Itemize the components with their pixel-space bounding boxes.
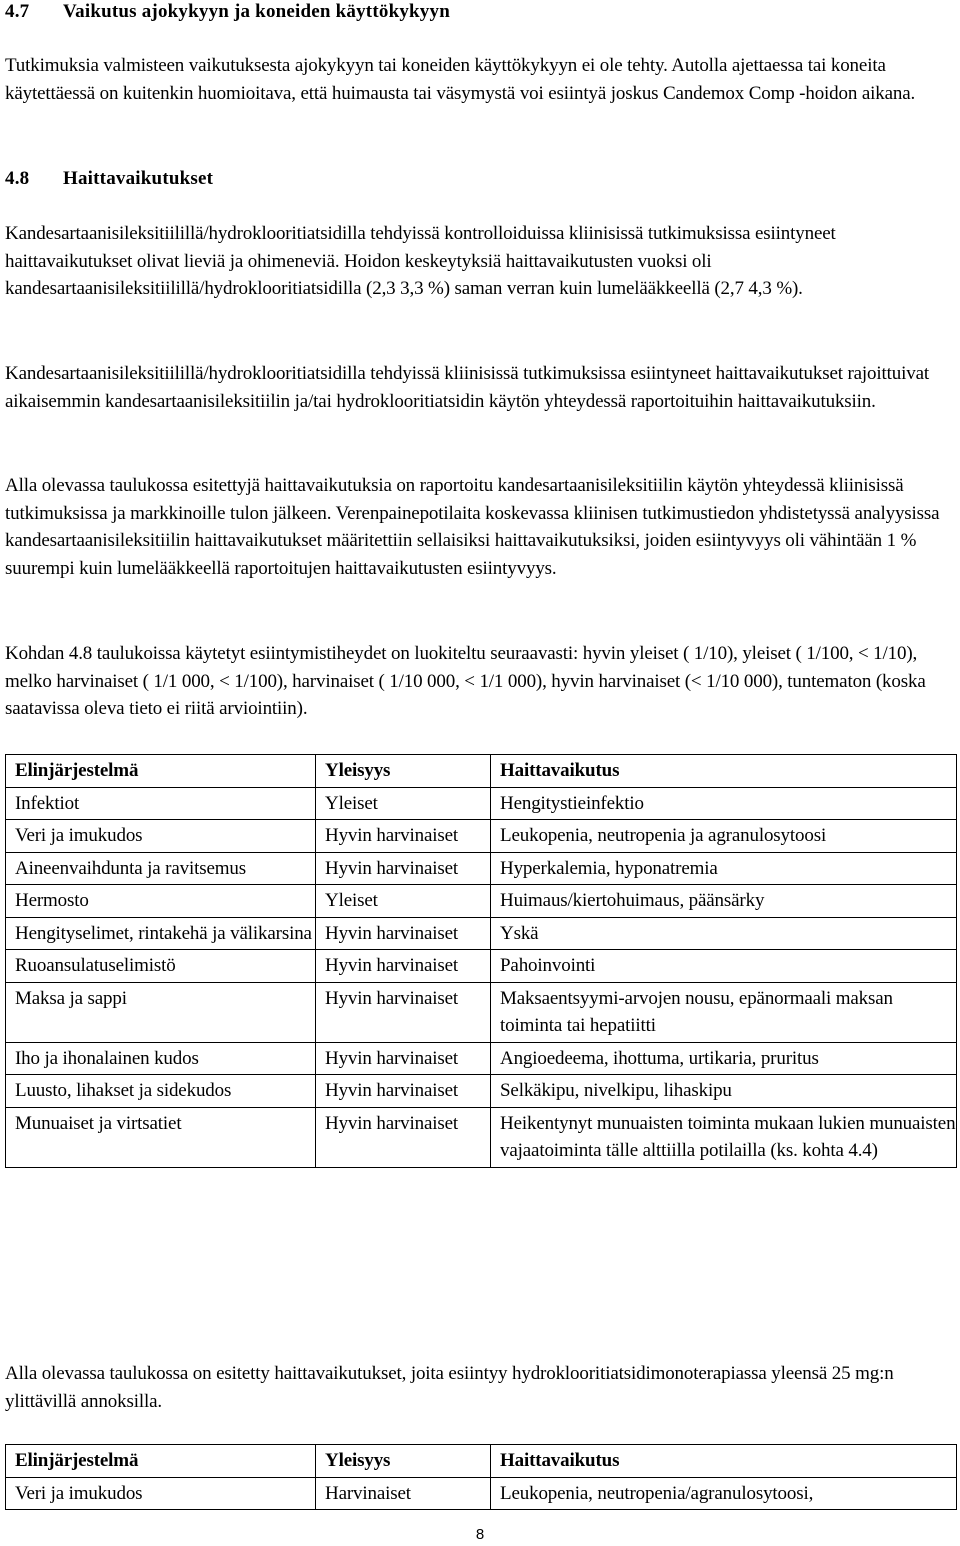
section-number: 4.7 (5, 1, 30, 22)
header-cell: Haittavaikutus (491, 1445, 957, 1478)
frequency-cell: Yleiset (316, 787, 491, 820)
section-4-7-heading (5, 0, 450, 24)
table-row (6, 950, 957, 983)
organ-cell: Hermosto (6, 885, 316, 918)
effect-cell: Leukopenia, neutropenia/agranulosytoosi, (491, 1477, 957, 1510)
effect-cell: Huimaus/kiertohuimaus, päänsärky (491, 885, 957, 918)
organ-cell: Aineenvaihdunta ja ravitsemus (6, 852, 316, 885)
section-title: Haittavaikutukset (63, 168, 214, 189)
adverse-effects-table (5, 754, 957, 1168)
organ-cell: Maksa ja sappi (6, 982, 316, 1042)
effect-cell: Leukopenia, neutropenia ja agranulosytoosi (491, 820, 957, 853)
page-number: 8 (475, 1526, 485, 1543)
header-cell: Haittavaikutus (491, 755, 957, 788)
table-row (6, 787, 957, 820)
hydrochlorothiazide-table (5, 1444, 957, 1510)
organ-cell: Iho ja ihonalainen kudos (6, 1042, 316, 1075)
organ-cell: Veri ja imukudos (6, 820, 316, 853)
effect-cell: Maksaentsyymi-arvojen nousu, epänormaali maksan toiminta tai hepatiitti (491, 982, 957, 1042)
section-number: 4.8 (5, 168, 30, 189)
header-cell: Yleisyys (316, 755, 491, 788)
table-row (6, 1107, 957, 1167)
frequency-cell: Hyvin harvinaiset (316, 917, 491, 950)
frequency-paragraph: Kohdan 4.8 taulukoissa käytetyt esiintymistiheydet on luokiteltu seuraavasti: hyvin yleiset ( 1/10), yleiset ( 1/100, < 1/10), melko harvinaiset ( 1/1 000, < 1/100), harvinaiset ( 1/10 000, < 1/1 000), hyvin harvinaiset (< 1/10 000), tuntematon (koska saatavissa oleva tieto ei riitä arviointiin). (5, 643, 926, 719)
driving-paragraph: Tutkimuksia valmisteen vaikutuksesta ajokykyyn tai koneiden käyttökykyyn ei ole tehty. Autolla ajettaessa tai koneita käytettäessä on kuitenkin huomioitava, että huimausta tai väsymystä voi esiintyä joskus Candemox Comp -hoidon aikana. (5, 55, 916, 104)
adverse-paragraph-1: Kandesartaanisileksitiilillä/hydroklooritiatsidilla tehdyissä kontrolloiduissa kliinisissä tutkimuksissa esiintyneet haittavaikutukset olivat lieviä ja ohimeneviä. Hoidon keskeytyksiä haittavaikutusten vuoksi oli kandesartaanisileksitiilillä/hydroklooritiatsidilla (2,3 3,3 %) saman verran kuin lumelääkkeellä (2,7 4,3 %). (5, 223, 836, 299)
organ-cell: Ruoansulatuselimistö (6, 950, 316, 983)
organ-cell: Veri ja imukudos (6, 1477, 316, 1510)
section-4-8-heading (5, 167, 213, 191)
effect-cell: Selkäkipu, nivelkipu, lihaskipu (491, 1075, 957, 1108)
frequency-cell: Hyvin harvinaiset (316, 1075, 491, 1108)
organ-cell: Munuaiset ja virtsatiet (6, 1107, 316, 1167)
table-row (6, 917, 957, 950)
table-row (6, 885, 957, 918)
organ-cell: Hengityselimet, rintakehä ja välikarsina (6, 917, 316, 950)
organ-cell: Luusto, lihakset ja sidekudos (6, 1075, 316, 1108)
frequency-cell: Harvinaiset (316, 1477, 491, 1510)
table-row (6, 820, 957, 853)
table-row (6, 1042, 957, 1075)
table-row (6, 982, 957, 1042)
frequency-cell: Hyvin harvinaiset (316, 820, 491, 853)
effect-cell: Yskä (491, 917, 957, 950)
table-header-row (6, 1445, 957, 1478)
adverse-paragraph-2: Kandesartaanisileksitiilillä/hydroklooritiatsidilla tehdyissä kliinisissä tutkimuksissa esiintyneet haittavaikutukset rajoittuivat aikaisemmin kandesartaanisileksitiilin ja/tai hydroklooritiatsidin käytön yhteydessä raportoituihin haittavaikutuksiin. (5, 363, 930, 412)
effect-cell: Heikentynyt munuaisten toiminta mukaan lukien munuaisten vajaatoiminta tälle alttiilla potilailla (ks. kohta 4.4) (491, 1107, 957, 1167)
table-row (6, 1075, 957, 1108)
effect-cell: Pahoinvointi (491, 950, 957, 983)
frequency-cell: Hyvin harvinaiset (316, 1107, 491, 1167)
header-cell: Elinjärjestelmä (6, 755, 316, 788)
table-header-row (6, 755, 957, 788)
frequency-cell: Hyvin harvinaiset (316, 950, 491, 983)
effect-cell: Hengitystieinfektio (491, 787, 957, 820)
frequency-cell: Yleiset (316, 885, 491, 918)
table-row (6, 1477, 957, 1510)
frequency-cell: Hyvin harvinaiset (316, 982, 491, 1042)
organ-cell: Infektiot (6, 787, 316, 820)
frequency-cell: Hyvin harvinaiset (316, 1042, 491, 1075)
table-row (6, 852, 957, 885)
header-cell: Elinjärjestelmä (6, 1445, 316, 1478)
effect-cell: Hyperkalemia, hyponatremia (491, 852, 957, 885)
section-title: Vaikutus ajokykyyn ja koneiden käyttökykyyn (63, 1, 450, 22)
adverse-paragraph-3: Alla olevassa taulukossa esitettyjä haittavaikutuksia on raportoitu kandesartaanisileksitiilin käytön yhteydessä kliinisissä tutkimuksissa ja markkinoille tulon jälkeen. Verenpainepotilaita koskevassa kliinisen tutkimustiedon yhdistetyssä analyysissa kandesartaanisileksitiilin haittavaikutukset määritettiin sellaisiksi haittavaikutuksiksi, joiden esiintyvyys oli vähintään 1 % suurempi kuin lumelääkkeellä raportoitujen haittavaikutusten esiintyvyys. (5, 475, 940, 579)
header-cell: Yleisyys (316, 1445, 491, 1478)
frequency-cell: Hyvin harvinaiset (316, 852, 491, 885)
effect-cell: Angioedeema, ihottuma, urtikaria, pruritus (491, 1042, 957, 1075)
hydrochlorothiazide-paragraph: Alla olevassa taulukossa on esitetty haittavaikutukset, joita esiintyy hydroklooritiatsidimonoterapiassa yleensä 25 mg:n ylittävillä annoksilla. (5, 1363, 894, 1412)
